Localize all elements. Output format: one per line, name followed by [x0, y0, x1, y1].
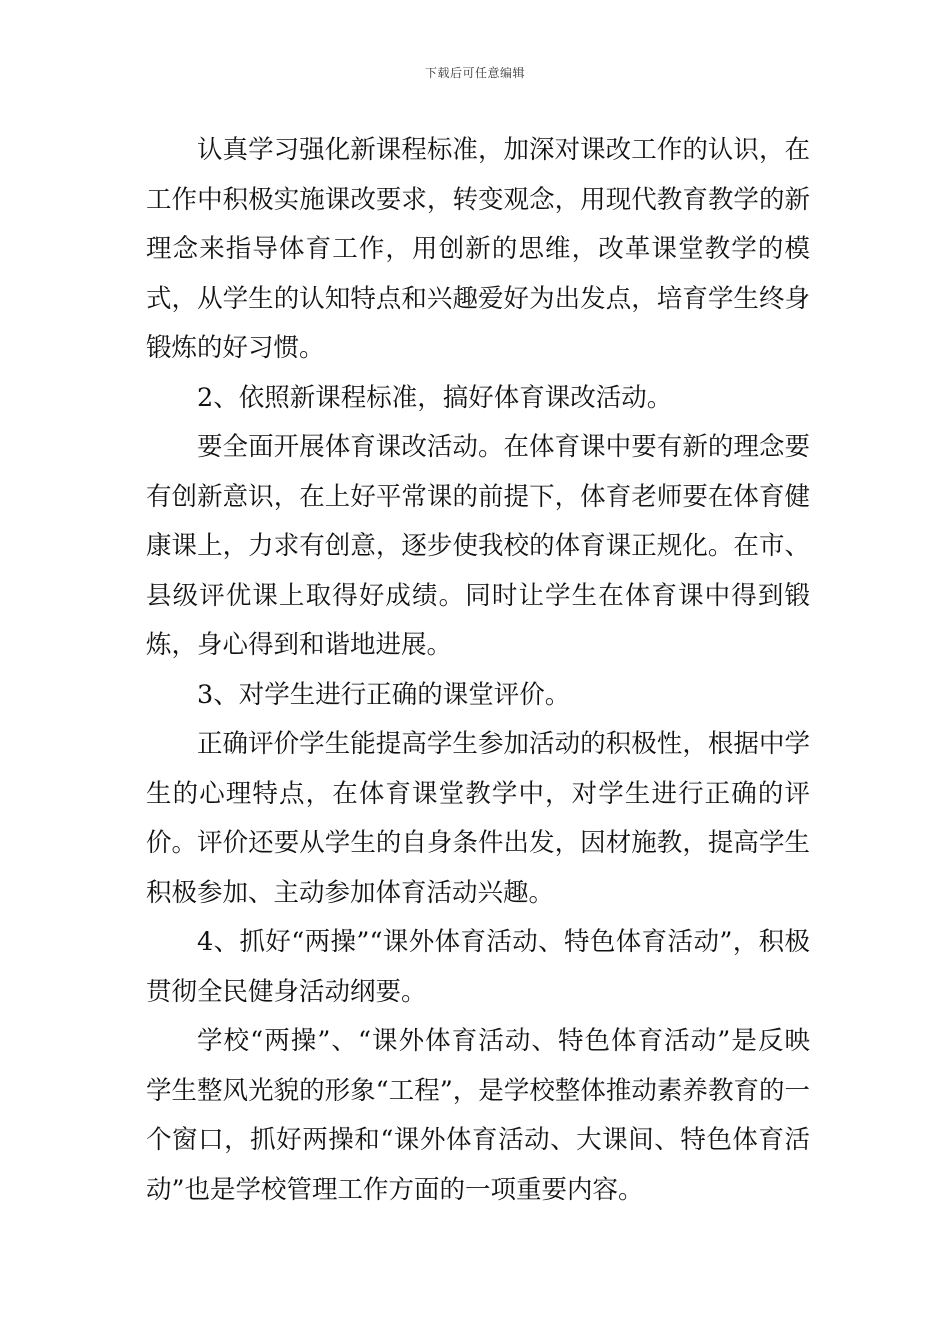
paragraph-2-heading: 2、依照新课程标准，搞好体育课改活动。	[197, 382, 673, 413]
document-body	[146, 126, 810, 1215]
paragraph-1: 认真学习强化新课程标准，加深对课改工作的认识，在工作中积极实施课改要求，转变观念，用现代教育教学的新理念来指导体育工作，用创新的思维，改革课堂教学的模式，从学生的认知特点和兴趣爱好为出发点，培育学生终身锻炼的好习惯。	[146, 135, 810, 363]
page-header: 下载后可任意编辑	[424, 66, 525, 80]
paragraph-7: 学校“两操”、“课外体育活动、特色体育活动”是反映学生整风光貌的形象“工程”，是学校整体推动素养教育的一个窗口，抓好两操和“课外体育活动、大课间、特色体育活动”也是学校管理工作方面的一项重要内容。	[146, 1026, 810, 1205]
paragraph-4-heading: 3、对学生进行正确的课堂评价。	[197, 679, 571, 710]
paragraph-3: 要全面开展体育课改活动。在体育课中要有新的理念要有创新意识，在上好平常课的前提下，体育老师要在体育健康课上，力求有创意，逐步使我校的体育课正规化。在市、县级评优课上取得好成绩。同时让学生在体育课中得到锻炼，身心得到和谐地进展。	[146, 432, 810, 660]
paragraph-6-heading: 4、抓好“两操”“课外体育活动、特色体育活动”，积极贯彻全民健身活动纲要。	[146, 927, 810, 1007]
paragraph-5: 正确评价学生能提高学生参加活动的积极性，根据中学生的心理特点，在体育课堂教学中，对学生进行正确的评价。评价还要从学生的自身条件出发，因材施教，提高学生积极参加、主动参加体育活动兴趣。	[146, 729, 810, 908]
